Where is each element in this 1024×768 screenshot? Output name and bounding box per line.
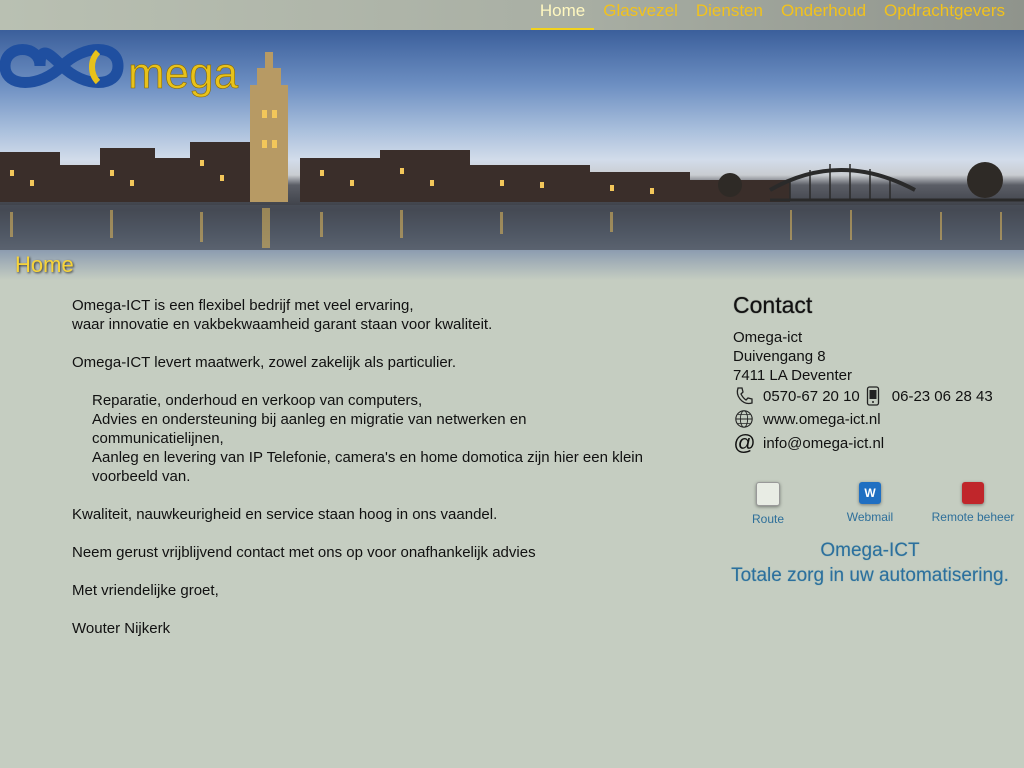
main-content <box>72 296 652 657</box>
nav-item-diensten[interactable]: Diensten <box>695 1 763 20</box>
email-row <box>733 431 1018 455</box>
quick-links <box>735 482 1020 528</box>
mobile-icon <box>866 386 880 406</box>
service-item: Reparatie, onderhoud en verkoop van computers, <box>92 392 423 409</box>
phone-icon <box>733 386 755 406</box>
website-link[interactable]: www.omega-ict.nl <box>763 410 881 428</box>
nav-item-glasvezel[interactable]: Glasvezel <box>603 1 678 20</box>
nav-item-onderhoud[interactable]: Onderhoud <box>780 1 867 20</box>
invite-paragraph: Neem gerust vrijblijvend contact met ons op voor onafhankelijk advies <box>72 544 536 561</box>
intro-paragraph <box>72 296 652 334</box>
slogan-line-2: Totale zorg in uw automatisering. <box>731 565 1009 586</box>
slogan-line-1: Omega-ICT <box>820 540 920 561</box>
service-item: Advies en ondersteuning bij aanleg en migratie van netwerken en communicatielijnen, <box>92 411 527 447</box>
service-item: Aanleg en levering van IP Telefonie, camera's en home domotica zijn hier een klein voorbeeld van. <box>92 449 643 485</box>
omega-logo[interactable] <box>0 30 240 102</box>
custom-work-paragraph: Omega-ICT levert maatwerk, zowel zakelijk als particulier. <box>72 354 457 371</box>
webmail-icon: W <box>859 482 881 504</box>
route-link[interactable] <box>735 482 801 526</box>
globe-icon <box>733 409 755 429</box>
nav-item-opdrachtgevers[interactable]: Opdrachtgevers <box>884 1 1005 20</box>
greeting: Met vriendelijke groet, <box>72 582 219 599</box>
phone-number[interactable]: 0570-67 20 10 <box>763 387 860 405</box>
top-navigation-bar <box>0 0 1024 30</box>
route-label: Route <box>751 512 785 526</box>
at-icon: @ <box>733 430 756 455</box>
slogan <box>715 538 1024 588</box>
remote-beheer-link[interactable] <box>928 482 1018 524</box>
logo-text: mega <box>128 49 239 98</box>
signature: Wouter Nijkerk <box>72 620 171 637</box>
city-address: 7411 LA Deventer <box>733 367 852 384</box>
nav-item-home[interactable]: Home <box>531 0 594 30</box>
webmail-label: Webmail <box>846 510 894 524</box>
map-icon <box>756 482 780 506</box>
contact-title: Contact <box>733 292 813 318</box>
intro-line-1: Omega-ICT is een flexibel bedrijf met veel ervaring, <box>72 297 414 314</box>
phone-row <box>733 385 1018 407</box>
webmail-link[interactable] <box>837 482 903 524</box>
contact-section <box>733 290 1018 455</box>
hero-banner <box>0 30 1024 280</box>
email-link[interactable]: info@omega-ict.nl <box>763 434 885 452</box>
company-name: Omega-ict <box>733 329 803 346</box>
quality-paragraph: Kwaliteit, nauwkeurigheid en service staan hoog in ons vaandel. <box>72 506 498 523</box>
remote-icon <box>962 482 984 504</box>
services-list <box>72 391 652 486</box>
street-address: Duivengang 8 <box>733 348 826 365</box>
remote-label: Remote beheer <box>931 510 1015 524</box>
page-title: Home <box>15 252 74 277</box>
website-row <box>733 407 1018 431</box>
intro-line-2: waar innovatie en vakbekwaamheid garant staan voor kwaliteit. <box>72 316 493 333</box>
main-nav <box>531 0 1014 30</box>
mobile-number[interactable]: 06-23 06 28 43 <box>891 387 993 405</box>
